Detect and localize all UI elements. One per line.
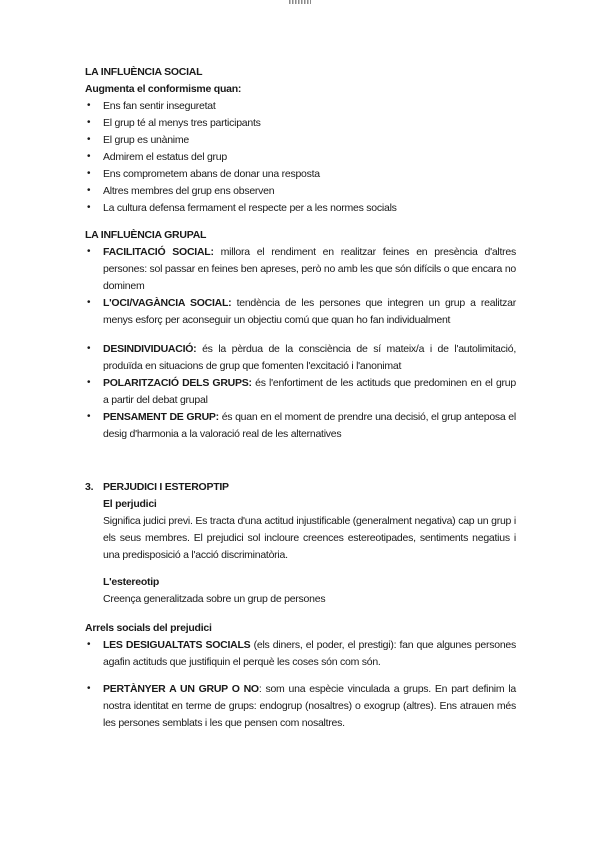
list-item: [85, 115, 516, 132]
paragraph-estereotip: Creença generalitzada sobre un grup de persones: [103, 593, 326, 605]
term-label: L'OCI/VAGÀNCIA SOCIAL:: [103, 297, 232, 309]
section-perjudici-heading: [85, 479, 516, 496]
bullet-icon: •: [87, 246, 91, 257]
term-description: (els diners, el poder, el prestigi): fan que algunes persones agafin actituds que justifiquin el perquè les coses són com són.: [103, 639, 516, 668]
list-item: [85, 409, 516, 443]
term-description: és l'enfortiment de les actituds que predominen en el grup a partir del debat grupal: [103, 377, 516, 406]
section-perjudici-body: [85, 496, 516, 608]
section-perjudici-title: PERJUDICI I ESTEROPTIP: [103, 481, 229, 493]
list-item: [85, 132, 516, 149]
term-label: DESINDIVIDUACIÓ:: [103, 343, 197, 355]
list-item: [85, 98, 516, 115]
term-description: : som una espècie vinculada a grups. En part definim la nostra identitat en terme de grups: endogrup (nosaltres) o exogrup (altres). Ens atrauen més les persones semblats i les que pensen com nosaltres.: [103, 683, 516, 729]
list-item-text: Admirem el estatus del grup: [103, 151, 227, 163]
list-item-text: La cultura defensa fermament el respecte per a les normes socials: [103, 202, 397, 214]
list-item: [85, 166, 516, 183]
list-item: [85, 681, 516, 732]
bullet-icon: •: [87, 639, 91, 650]
term-label: PENSAMENT DE GRUP:: [103, 411, 219, 423]
bullet-icon: •: [87, 185, 91, 196]
bullet-icon: •: [87, 297, 91, 308]
term-description: millora el rendiment en realitzar feines en presència d'altres persones: sol passar en feines ben apreses, però no amb les que són difícils o que encara no dominem: [103, 246, 516, 292]
term-label: PERTÀNYER A UN GRUP O NO: [103, 683, 259, 695]
section-influencia-social-title: LA INFLUÈNCIA SOCIAL: [85, 66, 203, 78]
arrels-bullet-list: [85, 637, 516, 732]
section-influencia-social-subtitle: Augmenta el conformisme quan:: [85, 83, 242, 95]
bullet-icon: •: [87, 117, 91, 128]
bullet-icon: •: [87, 683, 91, 694]
list-item-text: Ens fan sentir inseguretat: [103, 100, 216, 112]
bullet-icon: •: [87, 134, 91, 145]
subheading-estereotip: L'estereotip: [103, 576, 160, 588]
list-item: [85, 637, 516, 671]
term-label: FACILITACIÓ SOCIAL:: [103, 246, 214, 258]
grupal-bullet-list-b: [85, 341, 516, 443]
term-description: és quan en el moment de prendre una decisió, el grup anteposa el desig d'harmonia a la valoració real de les alternatives: [103, 411, 516, 440]
section-number: 3.: [85, 481, 94, 493]
term-description: tendència de les persones que integren un grup a realitzar menys esforç per aconseguir un objectiu comú que quan ho fan individualment: [103, 297, 516, 326]
subheading-el-perjudici: El perjudici: [103, 498, 157, 510]
list-item-text: El grup es unànime: [103, 134, 189, 146]
bullet-icon: •: [87, 377, 91, 388]
cutoff-header-fragment: [289, 0, 311, 4]
list-item: [85, 375, 516, 409]
paragraph-el-perjudici: Significa judici previ. Es tracta d'una actitud injustificable (generalment negativa) cap un grup i els seus membres. El prejudici sol incloure creences estereotipades, sentiments negatius i una predisposició a l'acció discriminatòria.: [103, 515, 516, 561]
section-influencia-grupal-title: LA INFLUÈNCIA GRUPAL: [85, 229, 207, 241]
list-item-text: Altres membres del grup ens observen: [103, 185, 275, 197]
term-label: LES DESIGUALTATS SOCIALS: [103, 639, 251, 651]
list-item: [85, 295, 516, 329]
section-arrels-title: Arrels socials del prejudici: [85, 622, 212, 634]
bullet-icon: •: [87, 343, 91, 354]
bullet-icon: •: [87, 202, 91, 213]
bullet-icon: •: [87, 151, 91, 162]
conformisme-bullet-list: [85, 98, 516, 217]
term-label: POLARITZACIÓ DELS GRUPS:: [103, 377, 252, 389]
document-content: [85, 64, 516, 732]
bullet-icon: •: [87, 168, 91, 179]
list-item-text: Ens comprometem abans de donar una resposta: [103, 168, 320, 180]
bullet-icon: •: [87, 411, 91, 422]
list-item: [85, 183, 516, 200]
grupal-bullet-list-a: [85, 244, 516, 329]
list-item: [85, 149, 516, 166]
list-item: [85, 341, 516, 375]
term-description: és la pèrdua de la consciència de sí mateix/a i de l'autolimitació, produïda en situacions de grup que fomenten l'excitació i l'anonimat: [103, 343, 516, 372]
list-item: [85, 200, 516, 217]
list-item-text: El grup té al menys tres participants: [103, 117, 261, 129]
list-item: [85, 244, 516, 295]
bullet-icon: •: [87, 100, 91, 111]
